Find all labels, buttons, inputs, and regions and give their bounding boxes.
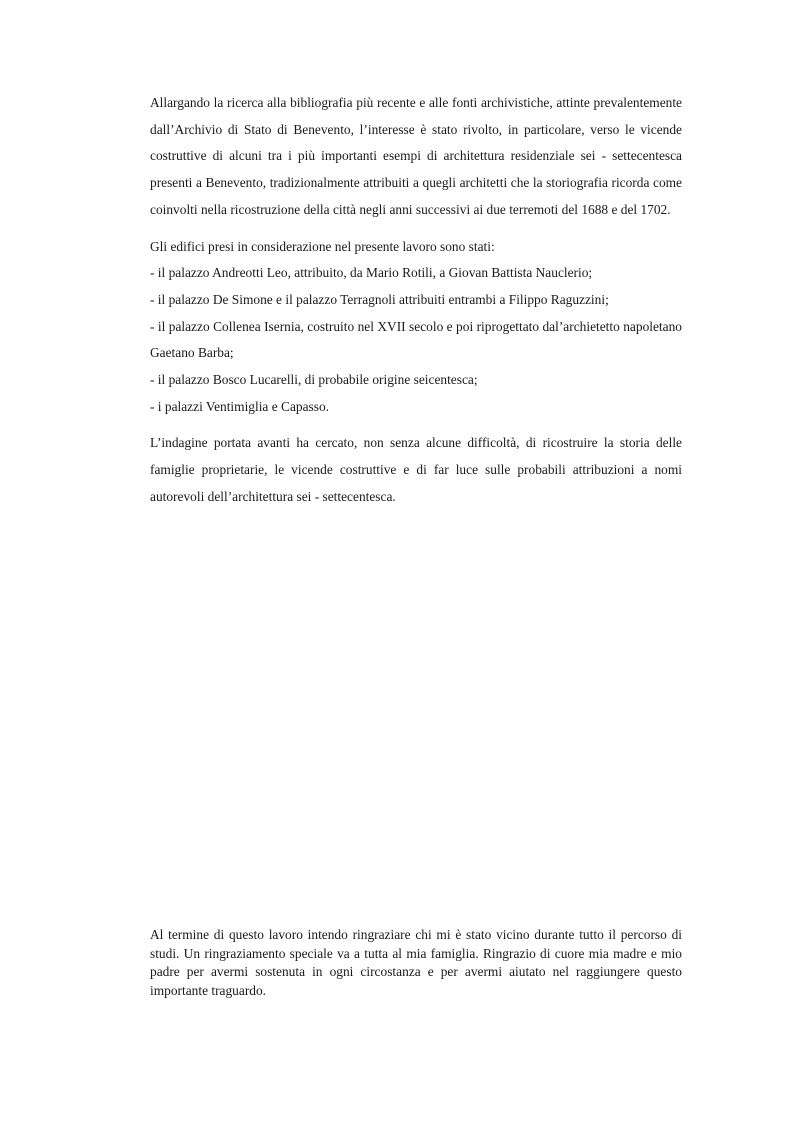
- list-item: - i palazzi Ventimiglia e Capasso.: [150, 398, 329, 414]
- buildings-list: [150, 260, 682, 420]
- list-item: - il palazzo De Simone e il palazzo Terragnoli attribuiti entrambi a Filippo Raguzzini;: [150, 291, 609, 307]
- intro-paragraph: Allargando la ricerca alla bibliografia più recente e alle fonti archivistiche, attinte prevalentemente dall’Archivio di Stato di Benevento, l’interesse è stato rivolto, in particolare, verso le vicende costruttive di alcuni tra i più importanti esempi di architettura residenziale sei - settecentesca presenti a Benevento, tradizionalmente attribuiti a quegli architetti che la storiografia ricorda come coinvolti nella ricostruzione della città negli anni successivi ai due terremoti del 1688 e del 1702.: [150, 95, 682, 217]
- list-item: - il palazzo Andreotti Leo, attribuito, da Mario Rotili, a Giovan Battista Nauclerio;: [150, 265, 593, 281]
- list-item: - il palazzo Bosco Lucarelli, di probabile origine seicentesca;: [150, 372, 478, 388]
- outro-paragraph: L’indagine portata avanti ha cercato, non senza alcune difficoltà, di ricostruire la storia delle famiglie proprietarie, le vicende costruttive e di far luce sulle probabili attribuzioni a nomi autorevoli dell’architettura sei - settecentesca.: [150, 435, 682, 504]
- list-lead: Gli edifici presi in considerazione nel presente lavoro sono stati:: [150, 238, 495, 254]
- list-item: - il palazzo Collenea Isernia, costruito nel XVII secolo e poi riprogettato dal’archietetto napoletano Gaetano Barba;: [150, 318, 682, 361]
- acknowledgement-paragraph: Al termine di questo lavoro intendo ringraziare chi mi è stato vicino durante tutto il percorso di studi. Un ringraziamento speciale va a tutta al mia famiglia. Ringrazio di cuore mia madre e mio padre per avermi sostenuta in ogni circostanza e per avermi aiutato nel raggiungere questo importante traguardo.: [150, 927, 682, 998]
- document-body: [150, 90, 682, 511]
